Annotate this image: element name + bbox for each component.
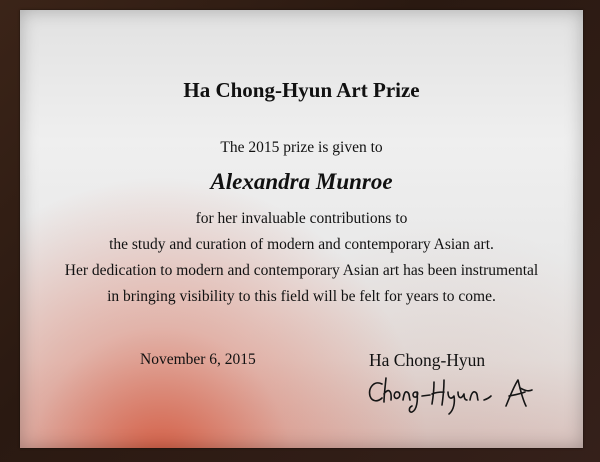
citation-line: for her invaluable contributions to [195, 210, 408, 227]
given-line: The 2015 prize is given to [220, 139, 383, 156]
handwritten-signature [360, 370, 560, 420]
certificate-plaque [20, 10, 583, 448]
citation-line: the study and curation of modern and contemporary Asian art. [109, 236, 494, 253]
citation-line: Her dedication to modern and contemporary Asian art has been instrumental [64, 262, 539, 279]
citation-line: in bringing visibility to this field will be felt for years to come. [107, 288, 496, 305]
recipient-name: Alexandra Munroe [210, 169, 393, 194]
award-date: November 6, 2015 [140, 351, 256, 368]
signer-name: Ha Chong-Hyun [369, 350, 486, 370]
certificate-title: Ha Chong-Hyun Art Prize [183, 78, 420, 102]
